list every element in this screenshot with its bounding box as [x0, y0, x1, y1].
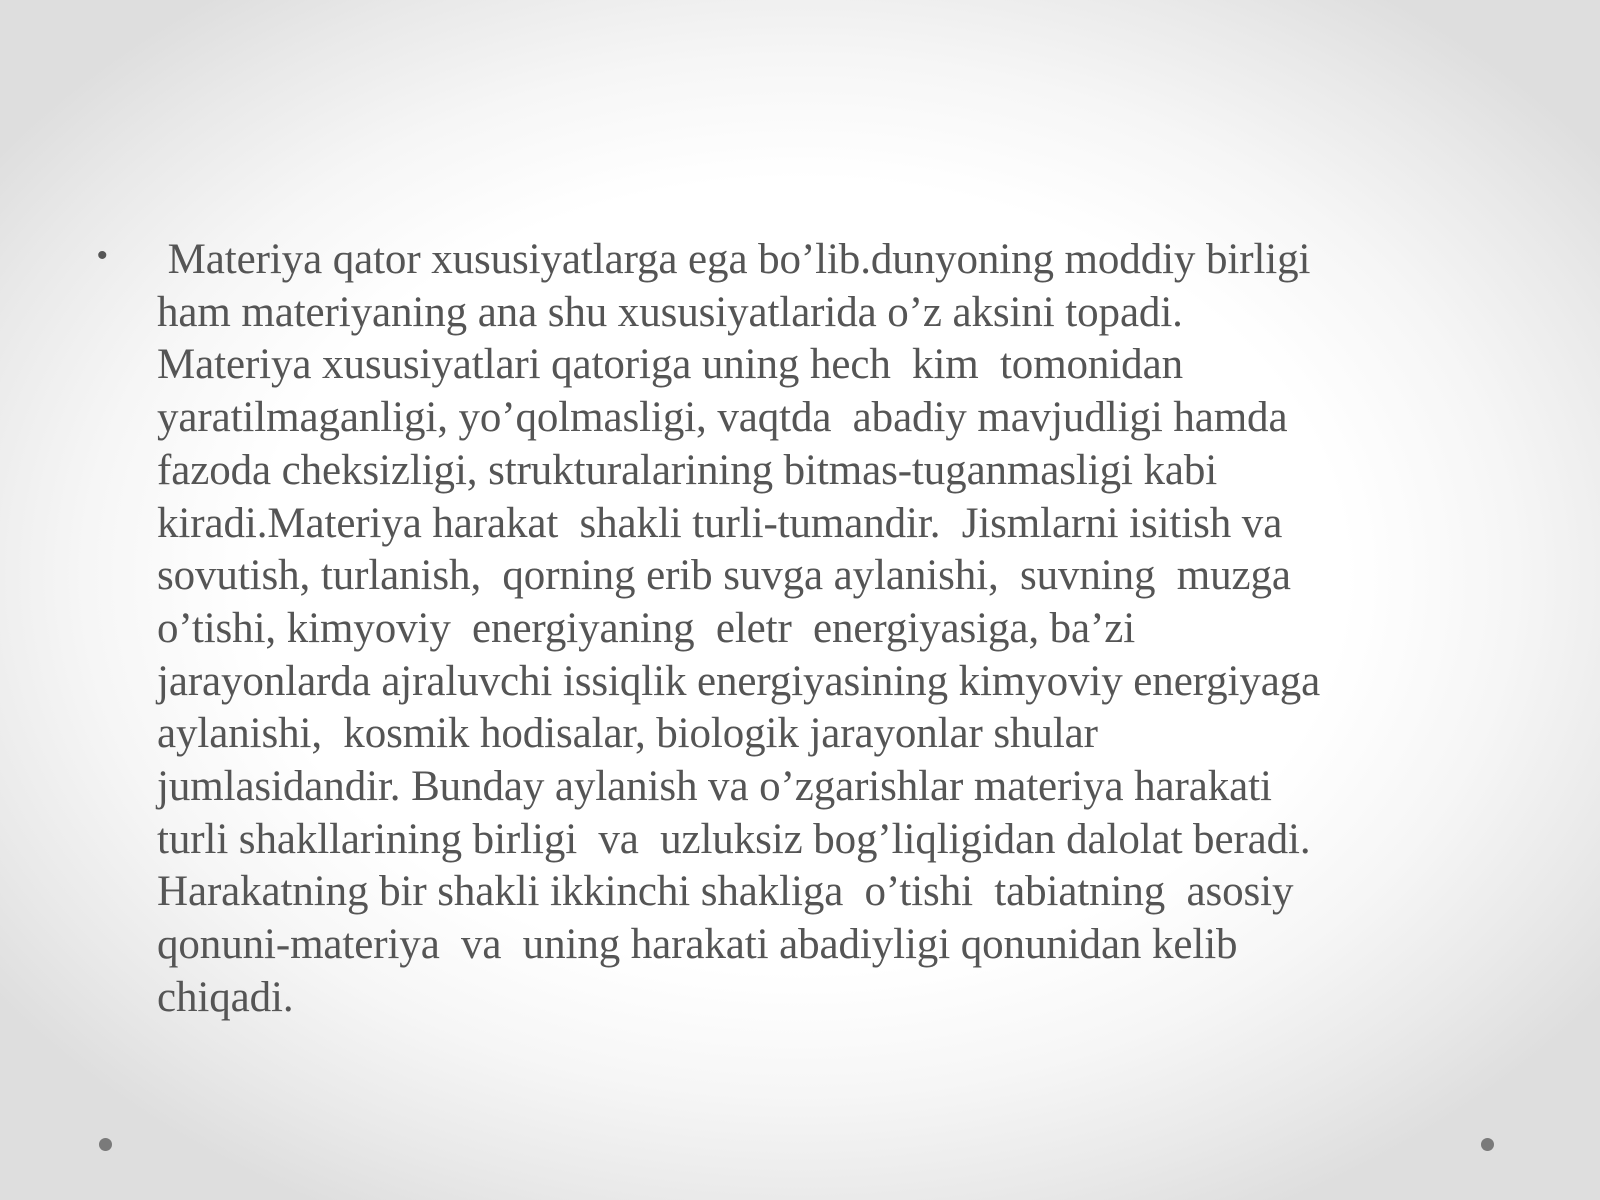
- paragraph-line: jarayonlarda ajraluvchi issiqlik energiyasining kimyoviy energiyaga: [157, 657, 1321, 705]
- paragraph-line: kiradi.Materiya harakat shakli turli-tumandir. Jismlarni isitish va: [157, 499, 1283, 547]
- paragraph-line: chiqadi.: [157, 973, 294, 1021]
- slide-content: [95, 234, 1495, 1025]
- paragraph-line: qonuni-materiya va uning harakati abadiyligi qonunidan kelib: [157, 921, 1238, 969]
- bullet-dot-icon: •: [97, 239, 108, 272]
- paragraph-line: Harakatning bir shakli ikkinchi shakliga o’tishi tabiatning asosiy: [157, 868, 1294, 916]
- bullet-paragraph: [157, 234, 1495, 1025]
- paragraph-line: Materiya qator xususiyatlarga ega bo’lib.dunyoning moddiy birligi: [157, 236, 1311, 283]
- paragraph-line: o’tishi, kimyoviy energiyaning eletr energiyasiga, ba’zi: [157, 604, 1136, 652]
- decorative-dot-icon: [99, 1138, 112, 1151]
- paragraph-line: aylanishi, kosmik hodisalar, biologik jarayonlar shular: [157, 710, 1098, 758]
- paragraph-line: sovutish, turlanish, qorning erib suvga aylanishi, suvning muzga: [157, 552, 1291, 600]
- paragraph-line: Materiya xususiyatlari qatoriga uning hech kim tomonidan: [157, 341, 1183, 389]
- paragraph-line: ham materiyaning ana shu xususiyatlarida o’z aksini topadi.: [157, 288, 1183, 336]
- paragraph-line: jumlasidandir. Bunday aylanish va o’zgarishlar materiya harakati: [157, 763, 1272, 811]
- paragraph-line: fazoda cheksizligi, strukturalarining bitmas-tuganmasligi kabi: [157, 446, 1218, 494]
- decorative-dot-icon: [1481, 1138, 1494, 1151]
- paragraph-line: turli shakllarining birligi va uzluksiz bog’liqligidan dalolat beradi.: [157, 815, 1311, 863]
- bullet-item: [95, 234, 1495, 1025]
- paragraph-line: yaratilmaganligi, yo’qolmasligi, vaqtda abadiy mavjudligi hamda: [157, 394, 1288, 442]
